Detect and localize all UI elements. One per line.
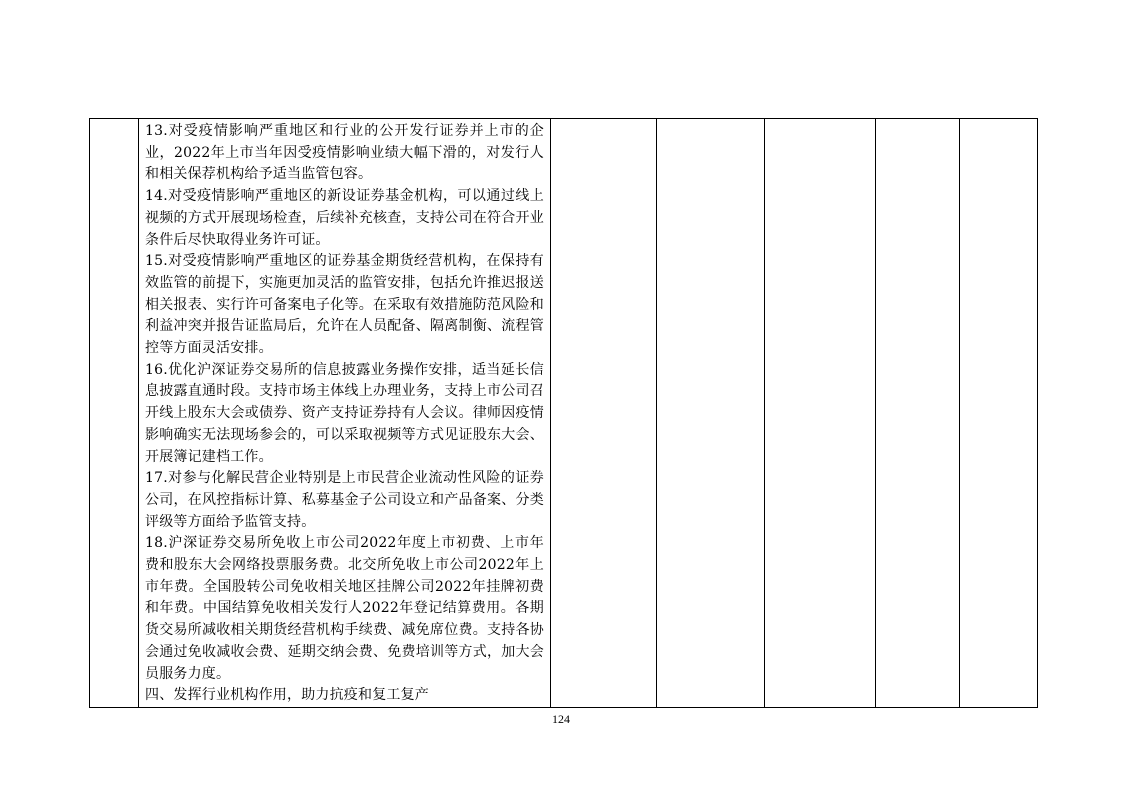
empty-cell	[657, 119, 765, 708]
empty-cell	[960, 119, 1038, 708]
measure-15: 15.对受疫情影响严重地区的证券基金期货经营机构，在保持有效监管的前提下，实施更加灵活的监管安排，包括允许推迟报送相关报表、实行许可备案电子化等。在采取有效措施防范风险和利益冲突并报告证监局后，允许在人员配备、隔离制衡、流程管控等方面灵活安排。	[145, 253, 544, 357]
empty-cell	[551, 119, 657, 708]
measure-14: 14.对受疫情影响严重地区的新设证券基金机构，可以通过线上视频的方式开展现场检查，后续补充核查，支持公司在符合开业条件后尽快取得业务许可证。	[145, 188, 544, 248]
table-row	[90, 119, 1038, 708]
empty-cell	[876, 119, 960, 708]
measure-17: 17.对参与化解民营企业特别是上市民营企业流动性风险的证券公司，在风控指标计算、私募基金子公司设立和产品备案、分类评级等方面给予监管支持。	[145, 470, 544, 530]
measure-18: 18.沪深证券交易所免收上市公司2022年度上市初费、上市年费和股东大会网络投票服务费。北交所免收上市公司2022年上市年费。全国股转公司免收相关地区挂牌公司2022年挂牌初费和年费。中国结算免收相关发行人2022年登记结算费用。各期货交易所减收相关期货经营机构手续费、减免席位费。支持各协会通过免收减收会费、延期交纳会费、免费培训等方式，加大会员服务力度。	[145, 535, 544, 682]
measure-16: 16.优化沪深证券交易所的信息披露业务操作安排，适当延长信息披露直通时段。支持市场主体线上办理业务，支持上市公司召开线上股东大会或债券、资产支持证券持有人会议。律师因疫情影响确实无法现场参会的，可以采取视频等方式见证股东大会、开展簿记建档工作。	[145, 361, 544, 465]
section-heading: 四、发挥行业机构作用，助力抗疫和复工复产	[145, 687, 429, 704]
empty-cell	[765, 119, 876, 708]
policy-table	[89, 118, 1038, 708]
measures-cell	[139, 119, 551, 708]
measure-13: 13.对受疫情影响严重地区和行业的公开发行证券并上市的企业，2022年上市当年因受疫情影响业绩大幅下滑的，对发行人和相关保荐机构给予适当监管包容。	[145, 123, 544, 183]
page-number: 124	[552, 712, 570, 726]
index-cell	[90, 119, 139, 708]
